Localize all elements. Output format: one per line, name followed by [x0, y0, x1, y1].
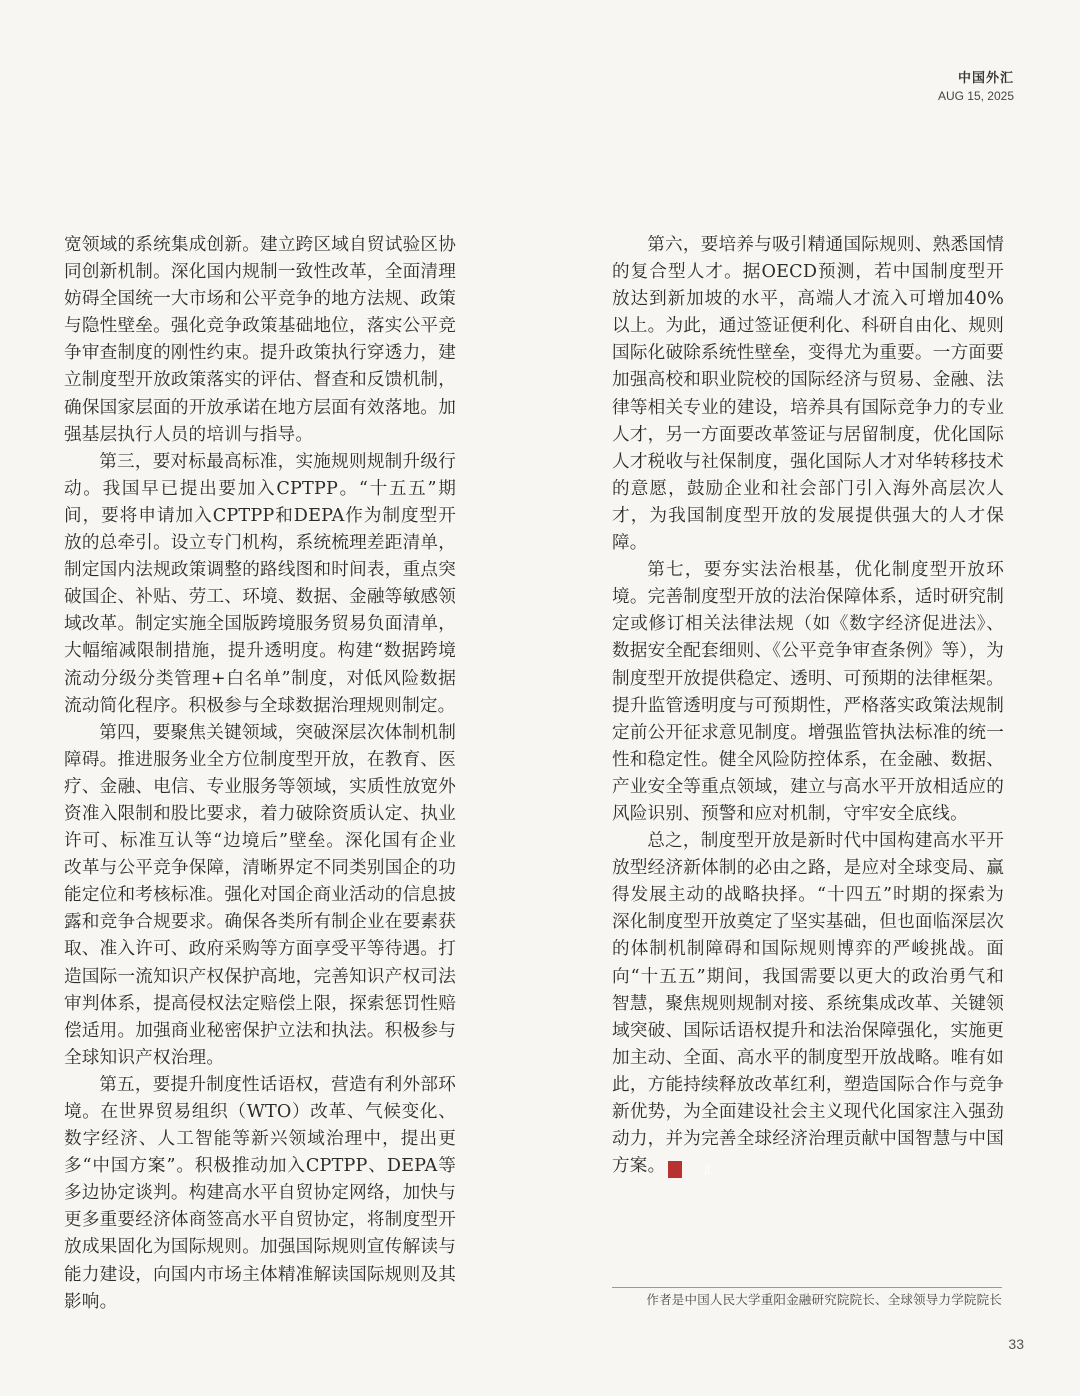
right-column [612, 232, 1004, 1180]
author-note: 作者是中国人民大学重阳金融研究院院长、全球领导力学院院长 [646, 1292, 1002, 1307]
paragraph-seventh: 第七，要夯实法治根基，优化制度型开放环境。完善制度型开放的法治保障体系，适时研究制定或修订相关法律法规（如《数字经济促进法》、数据安全配套细则、《公平竞争审查条例》等），为制度型开放提供稳定、透明、可预期的法律框架。提升监管透明度与可预期性，严格落实政策法规制定前公开征求意见制度。增强监管执法标准的统一性和稳定性。健全风险防控体系，在金融、数据、产业安全等重点领域，建立与高水平开放相适应的风险识别、预警和应对机制，守牢安全底线。 [612, 560, 1004, 824]
left-column [64, 232, 456, 1316]
magazine-name: 中国外汇 [957, 71, 1014, 86]
masthead [938, 70, 1014, 104]
paragraph-third: 第三，要对标最高标准，实施规则规制升级行动。我国早已提出要加入CPTPP。“十五五”期间，要将申请加入CPTPP和DEPA作为制度型开放的总牵引。设立专门机构，系统梳理差距清单，制定国内法规政策调整的路线图和时间表，重点突破国企、补贴、劳工、环境、数据、金融等敏感领域改革。制定实施全国版跨境服务贸易负面清单，大幅缩减限制措施，提升透明度。构建“数据跨境流动分级分类管理+白名单”制度，对低风险数据流动简化程序。积极参与全球数据治理规则制定。 [64, 451, 456, 716]
paragraph-continued: 宽领域的系统集成创新。建立跨区域自贸试验区协同创新机制。深化国内规制一致性改革，全面清理妨碍全国统一大市场和公平竞争的地方法规、政策与隐性壁垒。强化竞争政策基础地位，落实公平竞争审查制度的刚性约束。提升政策执行穿透力，建立制度型开放政策落实的评估、督查和反馈机制，确保国家层面的开放承诺在地方层面有效落地。加强基层执行人员的培训与指导。 [64, 235, 456, 445]
page-number: 33 [1008, 1336, 1024, 1352]
conclusion-text: 总之，制度型开放是新时代中国构建高水平开放型经济新体制的必由之路，是应对全球变局、赢得发展主动的战略抉择。“十四五”时期的探索为深化制度型开放奠定了坚实基础，但也面临深层次的体制机制障碍和国际规则博弈的严峻挑战。面向“十五五”期间，我国需要以更大的政治勇气和智慧，聚焦规则规制对接、系统集成改革、关键领域突破、国际话语权提升和法治保障强化，实施更加主动、全面、高水平的制度型开放战略。唯有如此，方能持续释放改革红利，塑造国际合作与竞争新优势，为全面建设社会主义现代化国家注入强劲动力，并为完善全球经济治理贡献中国智慧与中国方案。 [612, 831, 1004, 1177]
issue-date: AUG 15, 2025 [937, 89, 1014, 103]
author-divider [612, 1287, 1002, 1288]
paragraph-sixth: 第六，要培养与吸引精通国际规则、熟悉国情的复合型人才。据OECD预测，若中国制度型开放达到新加坡的水平，高端人才流入可增加40%以上。为此，通过签证便利化、科研自由化、规则国际化破除系统性壁垒，变得尤为重要。一方面要加强高校和职业院校的国际经济与贸易、金融、法律等相关专业的建设，培养具有国际竞争力的专业人才，另一方面要改革签证与居留制度，优化国际人才税收与社保制度，强化国际人才对华转移技术的意愿，鼓励企业和社会部门引入海外高层次人才，为我国制度型开放的发展提供强大的人才保障。 [612, 235, 1004, 554]
paragraph-fifth: 第五，要提升制度性话语权，营造有利外部环境。在世界贸易组织（WTO）改革、气候变化、数字经济、人工智能等新兴领域治理中，提出更多“中国方案”。积极推动加入CPTPP、DEPA等多边协定谈判。构建高水平自贸协定网络，加快与更多重要经济体商签高水平自贸协定，将制度型开放成果固化为国际规则。加强国际规则宣传解读与能力建设，向国内市场主体精准解读国际规则及其影响。 [64, 1074, 456, 1312]
end-mark-icon: 汇 [668, 1161, 682, 1178]
paragraph-fourth: 第四，要聚焦关键领域，突破深层次体制机制障碍。推进服务业全方位制度型开放，在教育、医疗、金融、电信、专业服务等领域，实质性放宽外资准入限制和股比要求，着力破除资质认定、执业许可、标准互认等“边境后”壁垒。深化国有企业改革与公平竞争保障，清晰界定不同类别国企的功能定位和考核标准。强化对国企商业活动的信息披露和竞争合规要求。确保各类所有制企业在要素获取、准入许可、政府采购等方面享受平等待遇。打造国际一流知识产权保护高地，完善知识产权司法审判体系，提高侵权法定赔偿上限，探索惩罚性赔偿适用。加强商业秘密保护立法和执法。积极参与全球知识产权治理。 [64, 722, 456, 1068]
paragraph-conclusion [612, 828, 1004, 1180]
